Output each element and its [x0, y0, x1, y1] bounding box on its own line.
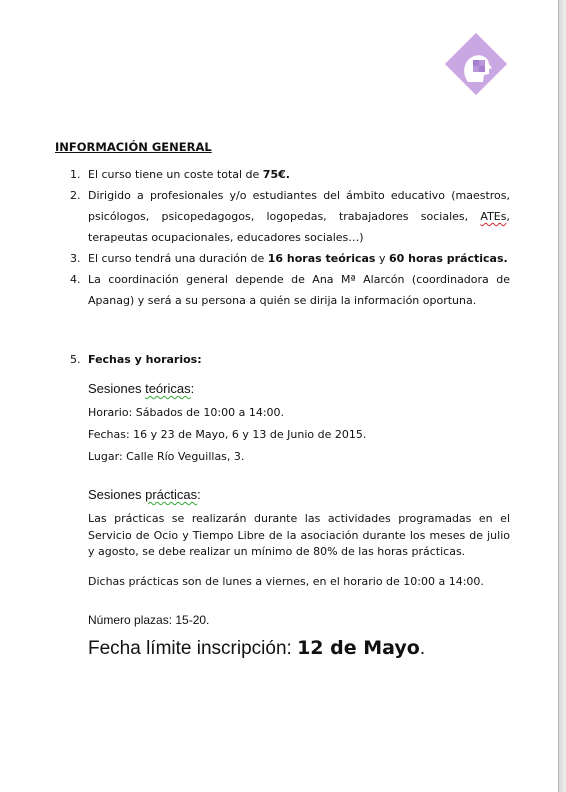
- text-run: El curso tiene un coste total de: [88, 168, 263, 181]
- logo-puzzle-head-icon: [442, 30, 510, 98]
- theory-heading: [88, 381, 194, 396]
- deadline-end: .: [419, 638, 426, 659]
- deadline-date: 12 de Mayo: [297, 637, 420, 659]
- theory-horario: Horario: Sábados de 10:00 a 14:00.: [88, 406, 285, 419]
- page-edge: [558, 0, 566, 792]
- heading-word: teóricas: [145, 381, 191, 396]
- list-item-4: [66, 269, 510, 311]
- item-number: 4.: [70, 273, 81, 286]
- heading-suffix: :: [197, 487, 201, 502]
- theory-lugar: Lugar: Calle Río Veguillas, 3.: [88, 450, 245, 463]
- deadline-line: [88, 637, 425, 660]
- practice-heading: [88, 487, 201, 502]
- list-item-2: [66, 185, 510, 248]
- deadline-label: Fecha límite inscripción:: [88, 638, 298, 659]
- bold-text: 75€.: [262, 168, 290, 181]
- bold-text: 16 horas teóricas: [267, 252, 376, 265]
- spellcheck-text: ATEs: [480, 210, 507, 223]
- item-label: Fechas y horarios:: [88, 353, 202, 366]
- info-list: [66, 164, 510, 311]
- heading-prefix: Sesiones: [88, 487, 146, 502]
- text-run: Dirigido a profesionales y/o estudiantes del ámbito educativo (maestros, psicólogos, psicopedagogos, logopedas, trabajadores sociales,: [88, 189, 510, 223]
- item-number: 3.: [70, 252, 81, 265]
- text-run: y: [375, 252, 389, 265]
- item-number: 5.: [70, 353, 81, 366]
- theory-fechas: Fechas: 16 y 23 de Mayo, 6 y 13 de Junio de 2015.: [88, 428, 367, 441]
- list-item-3: [66, 248, 510, 269]
- bold-text: 60 horas prácticas.: [388, 252, 508, 265]
- list-item-5: [70, 353, 202, 366]
- item-text: [88, 164, 510, 185]
- text-run: , terapeutas ocupacionales, educadores sociales…): [88, 210, 510, 244]
- plazas-text: Número plazas: 15-20.: [88, 613, 210, 627]
- item-number: 2.: [70, 189, 81, 202]
- item-text: [88, 248, 510, 269]
- item-number: 1.: [70, 168, 81, 181]
- practice-paragraph-2: Dichas prácticas son de lunes a viernes, en el horario de 10:00 a 14:00.: [88, 575, 484, 588]
- item-text: [88, 269, 510, 311]
- heading-word: prácticas: [145, 487, 198, 502]
- text-run: El curso tendrá una duración de: [88, 252, 268, 265]
- text-run: La coordinación general depende de Ana Mª Alarcón (coordinadora de Apanag) y será a su persona a quién se dirija la información oportuna.: [88, 273, 510, 307]
- heading-prefix: Sesiones: [88, 381, 146, 396]
- section-title: INFORMACIÓN GENERAL: [55, 140, 212, 154]
- heading-suffix: :: [190, 381, 195, 396]
- item-text: [88, 185, 510, 248]
- practice-paragraph-1: Las prácticas se realizarán durante las actividades programadas en el Servicio de Ocio y Tiempo Libre de la asociación durante los meses de julio y agosto, se debe realizar un mínimo de 80% de las horas prácticas.: [88, 512, 510, 558]
- list-item-1: [66, 164, 510, 185]
